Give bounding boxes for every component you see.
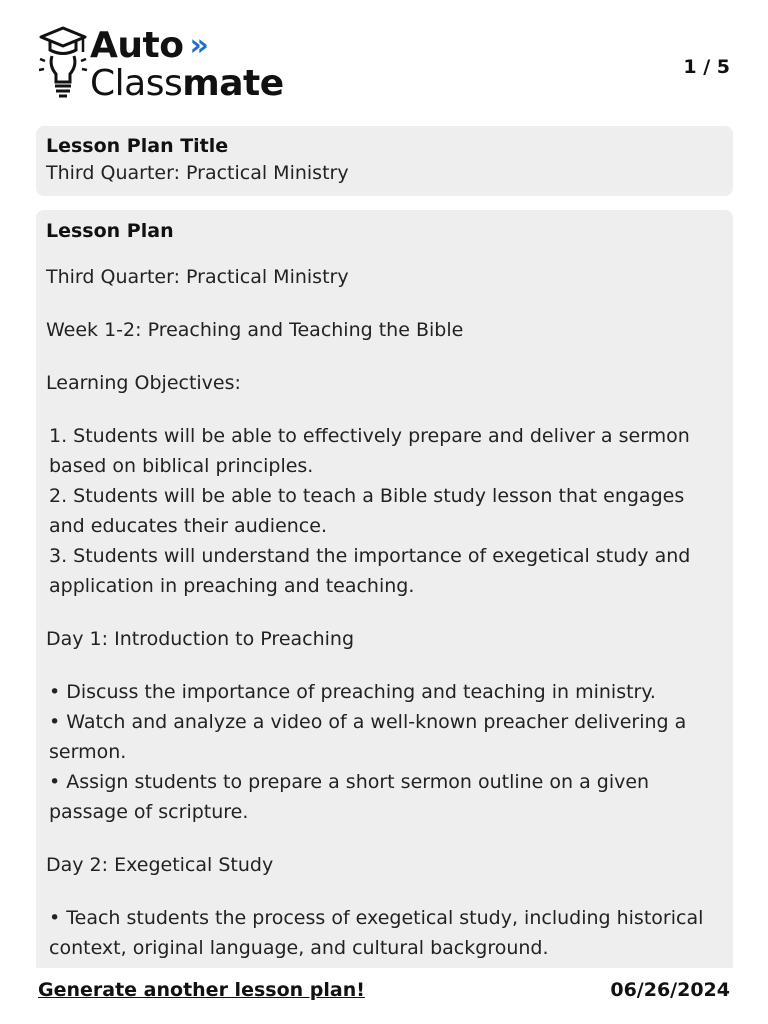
list-item: 1. Students will be able to effectively prepare and deliver a sermon based on biblical principles. <box>49 425 690 477</box>
generate-another-lesson-plan-link[interactable]: Generate another lesson plan! <box>38 979 365 1001</box>
quarter-text: Third Quarter: Practical Ministry <box>46 266 349 288</box>
generated-date: 06/26/2024 <box>610 979 730 1001</box>
list-item: 3. Students will understand the importance of exegetical study and application in preaching and teaching. <box>49 545 691 597</box>
graduation-cap-lightbulb-icon <box>38 26 88 102</box>
lesson-plan-title-value: Third Quarter: Practical Ministry <box>46 162 349 184</box>
list-item: • Teach students the process of exegetical study, including historical context, original language, and cultural background. <box>49 907 704 959</box>
list-item: • Watch and analyze a video of a well-known preacher delivering a sermon. <box>49 711 687 763</box>
list-item: • Assign students to prepare a short sermon outline on a given passage of scripture. <box>49 771 650 823</box>
list-item: 2. Students will be able to teach a Bible study lesson that engages and educates their audience. <box>49 485 685 537</box>
logo-word-mate: mate <box>182 63 284 104</box>
objectives-list <box>46 421 723 601</box>
lesson-plan-heading: Lesson Plan <box>46 220 174 242</box>
day2-list <box>46 903 723 963</box>
objectives-heading: Learning Objectives: <box>46 372 241 394</box>
double-chevron-right-icon: » <box>189 28 209 63</box>
logo-word-auto: Auto <box>90 25 184 66</box>
week-text: Week 1-2: Preaching and Teaching the Bible <box>46 319 464 341</box>
day1-list <box>46 677 723 827</box>
lesson-plan-title-card <box>36 126 733 196</box>
auto-classmate-logo <box>38 26 284 102</box>
day2-heading: Day 2: Exegetical Study <box>46 854 274 876</box>
lesson-plan-card <box>36 210 733 968</box>
day1-heading: Day 1: Introduction to Preaching <box>46 628 355 650</box>
page-counter: 1 / 5 <box>683 56 730 78</box>
logo-word-class: Class <box>90 63 183 104</box>
lesson-plan-title-heading: Lesson Plan Title <box>46 135 229 157</box>
list-item: • Discuss the importance of preaching and teaching in ministry. <box>49 681 656 703</box>
logo-wordmark <box>90 25 284 104</box>
header <box>38 26 730 106</box>
